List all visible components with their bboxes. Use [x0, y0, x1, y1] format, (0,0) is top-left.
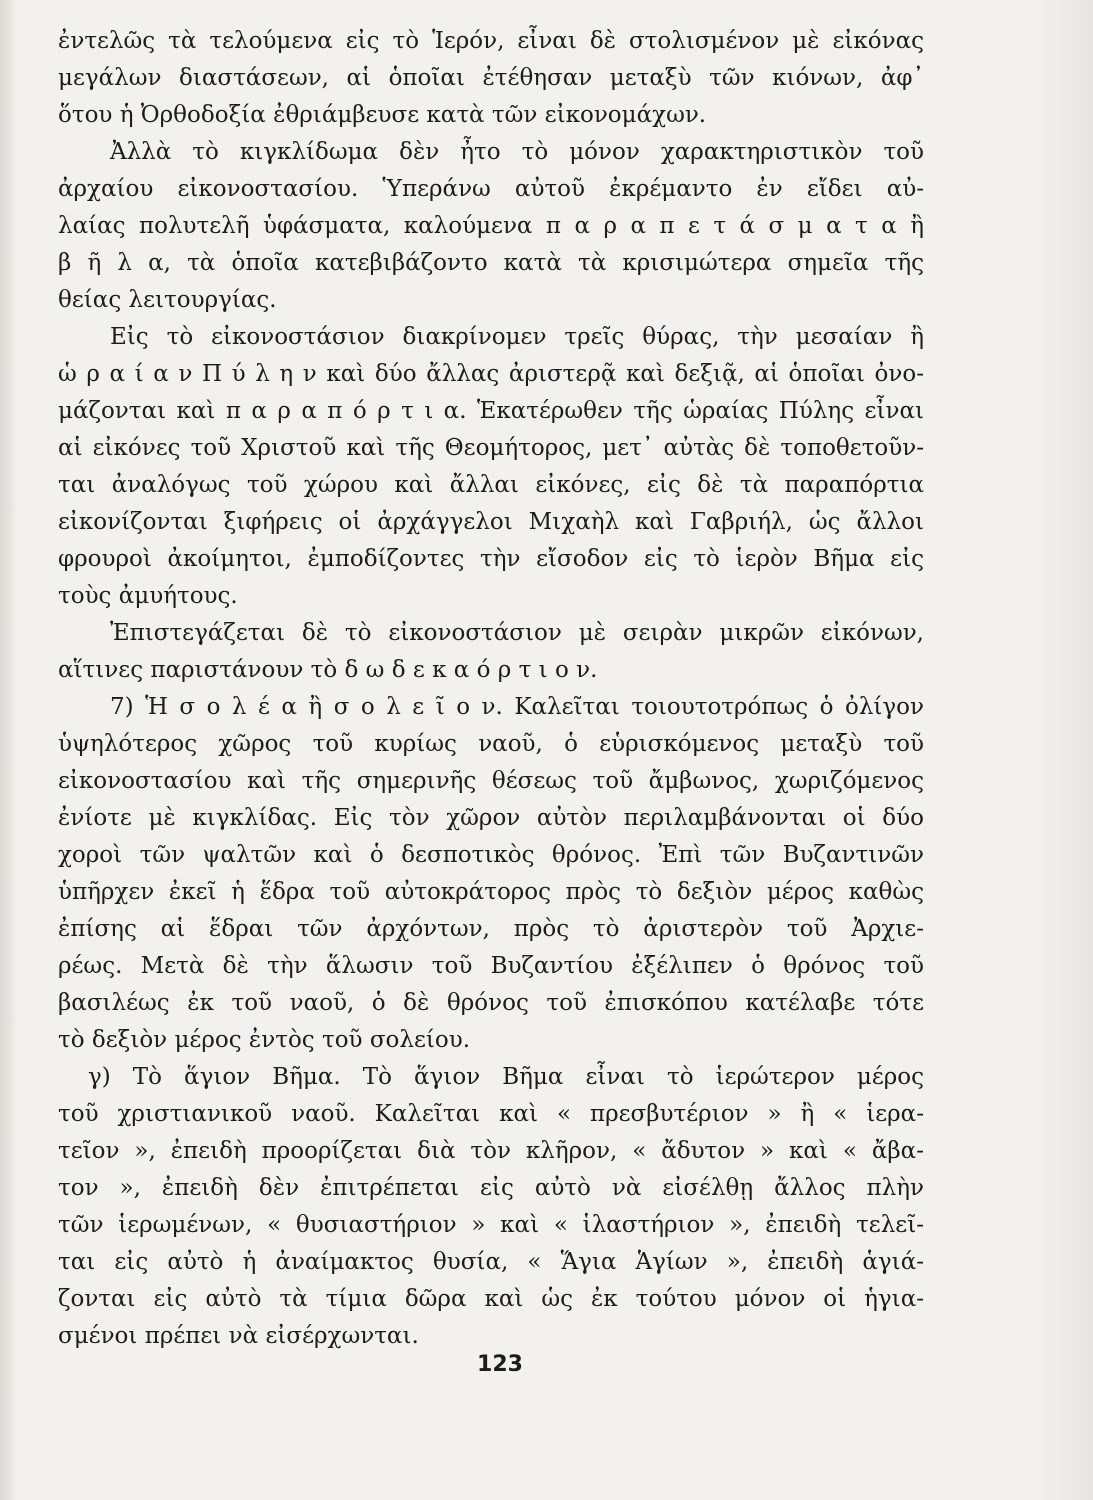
text-line: τοὺς ἀμυήτους. — [58, 583, 238, 609]
text-line: αἱ εἰκόνες τοῦ Χριστοῦ καὶ τῆς Θεομήτορος, μετ᾽ αὐτὰς δὲ τοποθετοῦν- — [58, 435, 924, 461]
text-line: βασιλέως ἐκ τοῦ ναοῦ, ὁ δὲ θρόνος τοῦ ἐπισκόπου κατέλαβε τότε — [58, 990, 924, 1016]
text-line: Ἐπιστεγάζεται δὲ τὸ εἰκονοστάσιον μὲ σειρὰν μικρῶν εἰκόνων, — [110, 620, 924, 646]
text-line: λαίας πολυτελῆ ὑφάσματα, καλούμενα π α ρ α π ε τ ά σ μ α τ α ἢ — [58, 213, 924, 239]
text-line: τὸ δεξιὸν μέρος ἐντὸς τοῦ σολείου. — [58, 1027, 471, 1053]
text-line: ὅτου ἡ Ὀρθοδοξία ἐθριάμβευσε κατὰ τῶν εἰκονομάχων. — [58, 102, 707, 128]
text-line: ἐντελῶς τὰ τελούμενα εἰς τὸ Ἱερόν, εἶναι δὲ στολισμένον μὲ εἰκόνας — [58, 28, 924, 54]
text-line: τον », ἐπειδὴ δὲν ἐπιτρέπεται εἰς αὐτὸ νὰ εἰσέλθῃ ἄλλος πλὴν — [58, 1175, 924, 1201]
text-line: θείας λειτουργίας. — [58, 287, 277, 313]
page-shadow-right — [1033, 0, 1093, 1500]
text-line: ὡ ρ α ί α ν Π ύ λ η ν καὶ δύο ἄλλας ἀριστερᾷ καὶ δεξιᾷ, αἱ ὁποῖαι ὀνο- — [58, 361, 924, 387]
page-number: 123 — [477, 1352, 523, 1377]
text-line: β ῆ λ α, τὰ ὁποῖα κατεβιβάζοντο κατὰ τὰ κρισιμώτερα σημεῖα τῆς — [58, 250, 924, 276]
text-line: Ἀλλὰ τὸ κιγκλίδωμα δὲν ἦτο τὸ μόνον χαρακτηριστικὸν τοῦ — [110, 139, 924, 165]
page-shadow-left — [0, 0, 18, 1500]
text-line: ὑπῆρχεν ἐκεῖ ἡ ἕδρα τοῦ αὐτοκράτορος πρὸς τὸ δεξιὸν μέρος καθὼς — [58, 879, 924, 905]
text-line: τῶν ἱερωμένων, « θυσιαστήριον » καὶ « ἱλαστήριον », ἐπειδὴ τελεῖ- — [58, 1212, 924, 1238]
text-line: ται ἀναλόγως τοῦ χώρου καὶ ἄλλαι εἰκόνες, εἰς δὲ τὰ παραπόρτια — [58, 472, 924, 498]
text-line: χοροὶ τῶν ψαλτῶν καὶ ὁ δεσποτικὸς θρόνος. Ἐπὶ τῶν Βυζαντινῶν — [58, 842, 924, 868]
text-line: ἐπίσης αἱ ἕδραι τῶν ἀρχόντων, πρὸς τὸ ἀριστερὸν τοῦ Ἀρχιε- — [58, 916, 924, 942]
text-line: Εἰς τὸ εἰκονοστάσιον διακρίνομεν τρεῖς θύρας, τὴν μεσαίαν ἢ — [110, 324, 924, 350]
text-line: εἰκονοστασίου καὶ τῆς σημερινῆς θέσεως τοῦ ἄμβωνος, χωριζόμενος — [58, 768, 924, 794]
text-line: εἰκονίζονται ξιφήρεις οἱ ἀρχάγγελοι Μιχαὴλ καὶ Γαβριήλ, ὡς ἄλλοι — [58, 509, 924, 535]
text-line: ται εἰς αὐτὸ ἡ ἀναίμακτος θυσία, « Ἅγια Ἁγίων », ἐπειδὴ ἁγιά- — [58, 1249, 924, 1275]
text-line: μεγάλων διαστάσεων, αἱ ὁποῖαι ἐτέθησαν μεταξὺ τῶν κιόνων, ἀφ᾽ — [58, 65, 924, 91]
text-line: αἵτινες παριστάνουν τὸ δ ω δ ε κ α ό ρ τ ι ο ν. — [58, 657, 598, 683]
text-line: τεῖον », ἐπειδὴ προορίζεται διὰ τὸν κλῆρον, « ἄδυτον » καὶ « ἄβα- — [58, 1138, 924, 1164]
text-line: ζονται εἰς αὐτὸ τὰ τίμια δῶρα καὶ ὡς ἐκ τούτου μόνον οἱ ἡγια- — [58, 1286, 924, 1312]
text-line: ὑψηλότερος χῶρος τοῦ κυρίως ναοῦ, ὁ εὑρισκόμενος μεταξὺ τοῦ — [58, 731, 924, 757]
text-line: 7) Ἡ σ ο λ έ α ἢ σ ο λ ε ῖ ο ν. Καλεῖται τοιουτοτρόπως ὁ ὀλίγον — [110, 694, 924, 720]
text-line: σμένοι πρέπει νὰ εἰσέρχωνται. — [58, 1323, 419, 1349]
text-line: φρουροὶ ἀκοίμητοι, ἐμποδίζοντες τὴν εἴσοδον εἰς τὸ ἱερὸν Βῆμα εἰς — [58, 546, 924, 572]
text-line: μάζονται καὶ π α ρ α π ό ρ τ ι α. Ἑκατέρωθεν τῆς ὡραίας Πύλης εἶναι — [58, 398, 924, 424]
text-line: γ) Τὸ ἅγιον Βῆμα. Τὸ ἅγιον Βῆμα εἶναι τὸ ἱερώτερον μέρος — [88, 1064, 924, 1090]
text-line: τοῦ χριστιανικοῦ ναοῦ. Καλεῖται καὶ « πρεσβυτέριον » ἢ « ἱερα- — [58, 1101, 924, 1127]
text-line: ἀρχαίου εἰκονοστασίου. Ὑπεράνω αὐτοῦ ἐκρέμαντο ἐν εἴδει αὐ- — [58, 176, 924, 202]
text-line: ρέως. Μετὰ δὲ τὴν ἅλωσιν τοῦ Βυζαντίου ἐξέλιπεν ὁ θρόνος τοῦ — [58, 953, 924, 979]
text-line: ἐνίοτε μὲ κιγκλίδας. Εἰς τὸν χῶρον αὐτὸν περιλαμβάνονται οἱ δύο — [58, 805, 924, 831]
